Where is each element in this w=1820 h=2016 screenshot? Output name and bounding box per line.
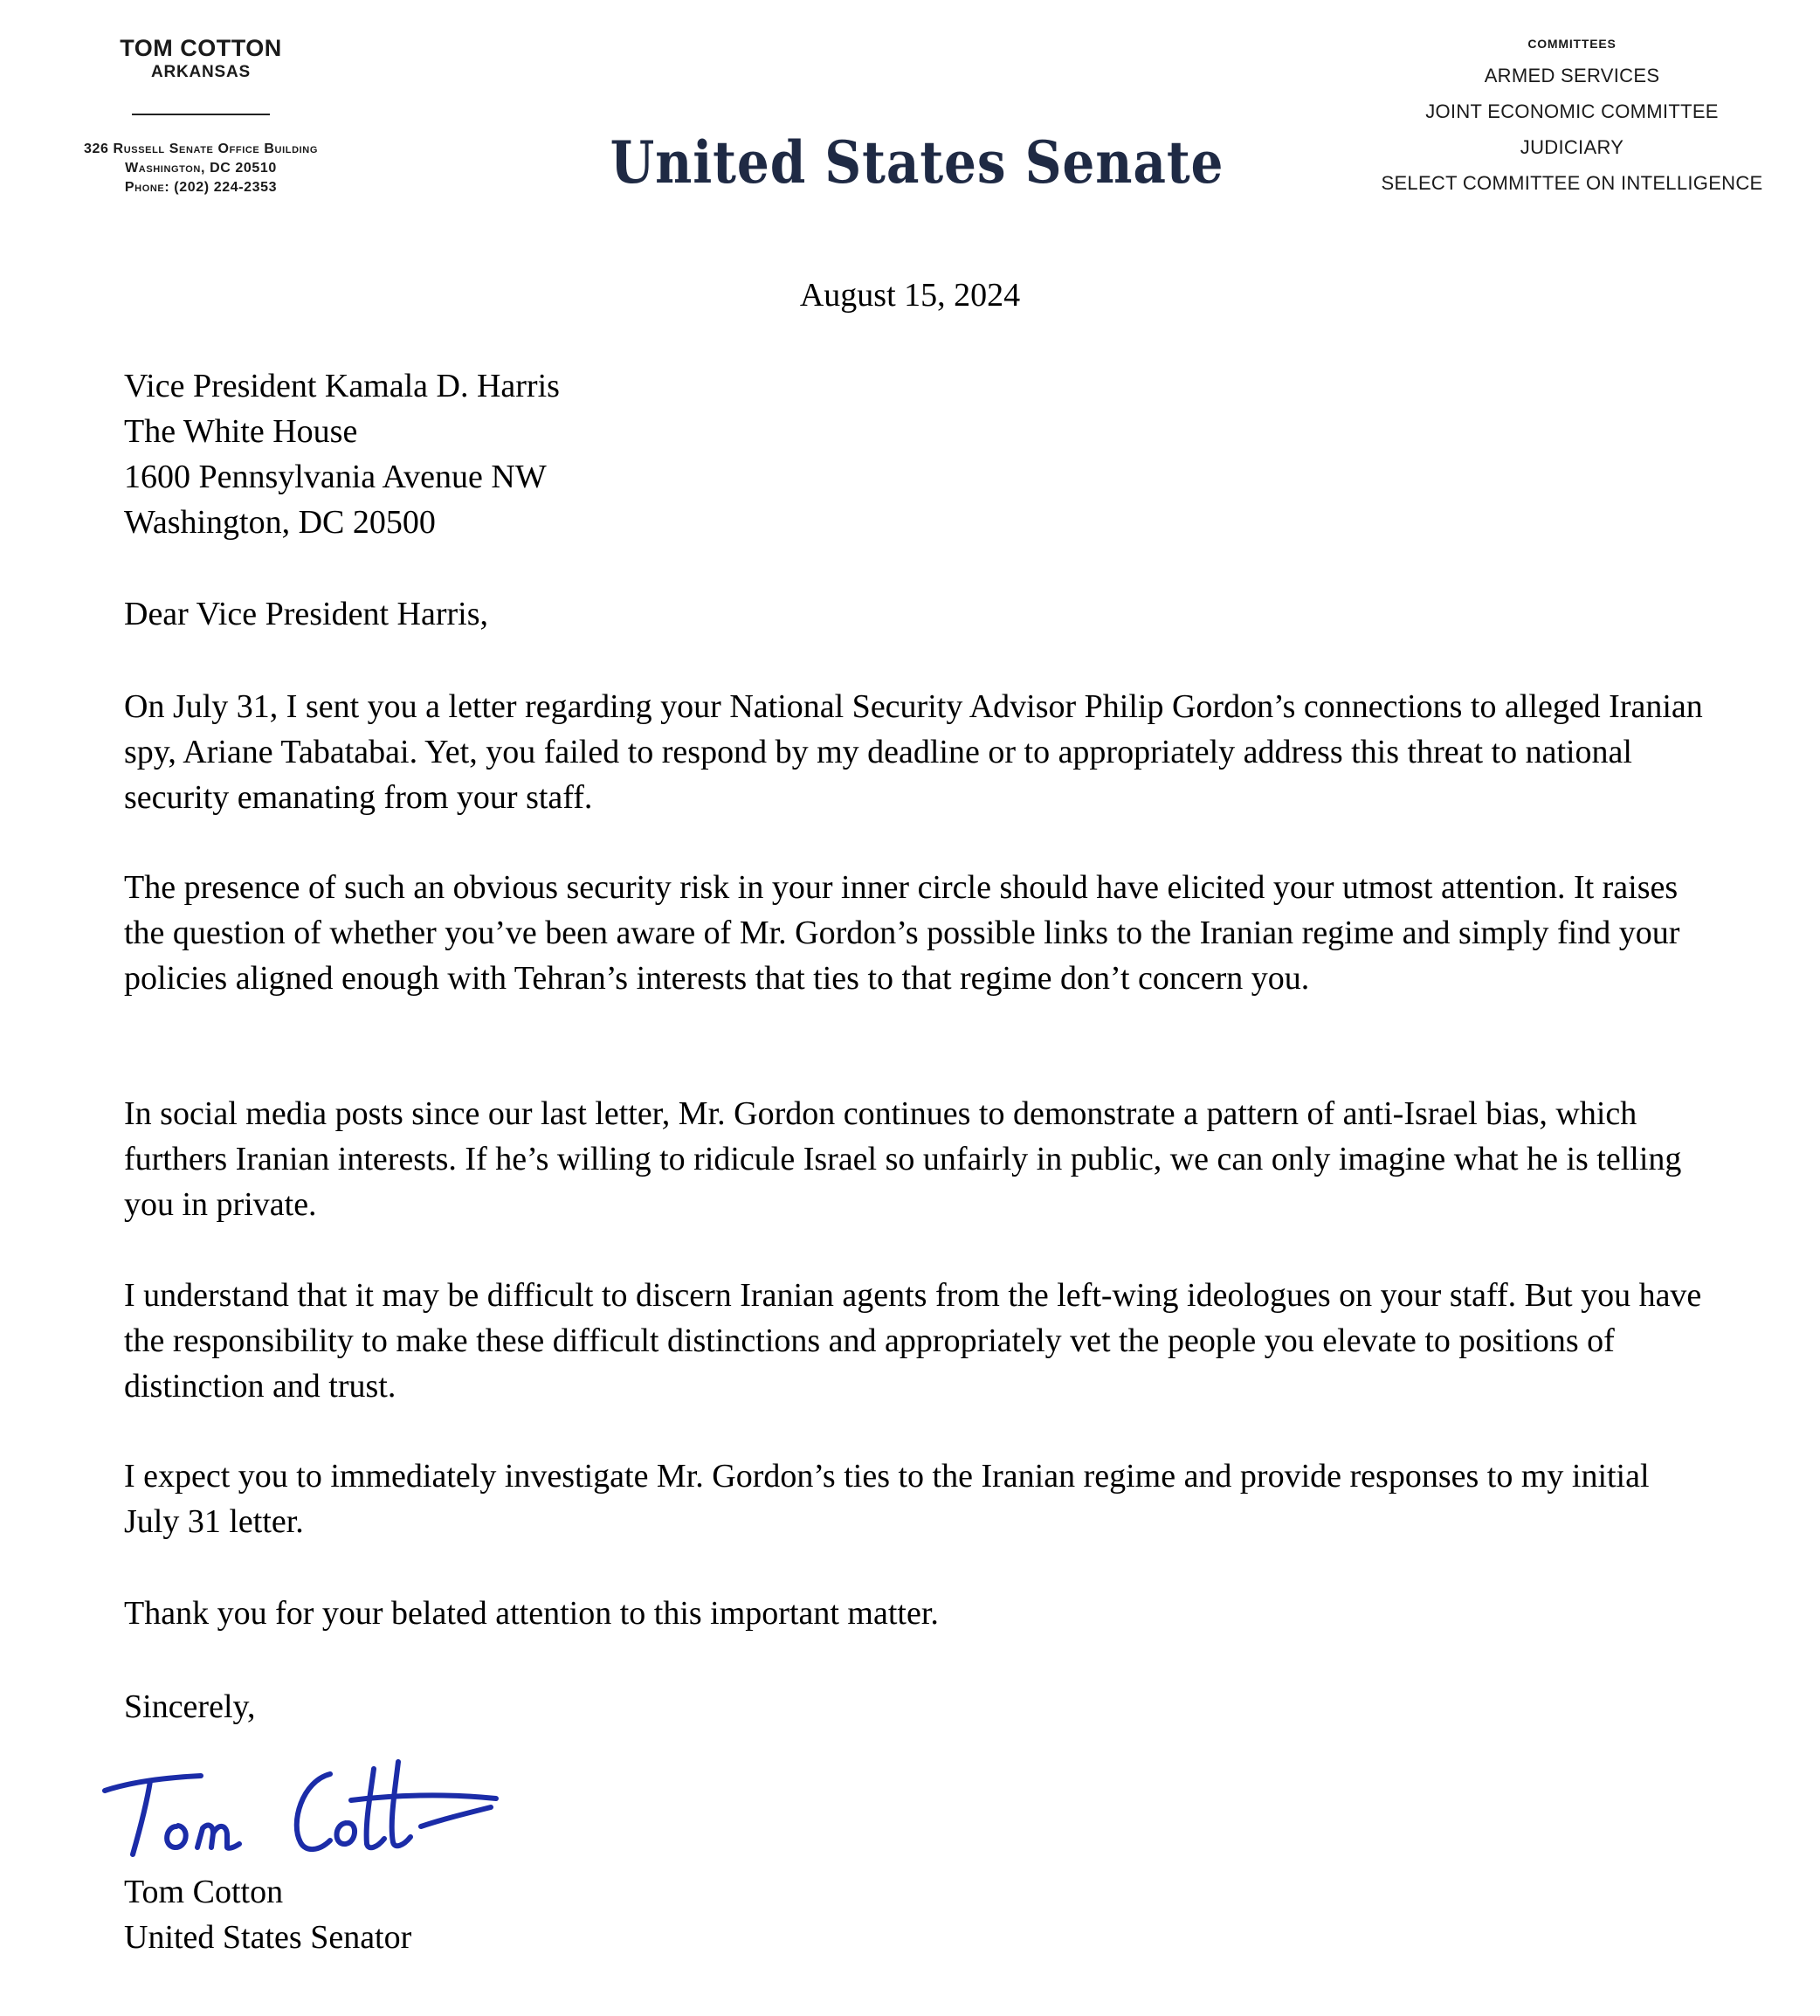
recipient-line: The White House — [124, 413, 358, 450]
committee-item: ARMED SERVICES — [1484, 65, 1660, 86]
committee-item: SELECT COMMITTEE ON INTELLIGENCE — [1381, 172, 1763, 194]
body-paragraph: In social media posts since our last letter, Mr. Gordon continues to demonstrate a pattern of anti-Israel bias, which furthers Iranian interests. If he’s willing to ridicule Israel so unfairly in public, we can only imagine what he is telling you in private. — [124, 1095, 1682, 1223]
office-address-line1: 326 Russell Senate Office Building — [84, 142, 318, 156]
signer-title: United States Senator — [124, 1919, 412, 1956]
recipient-address — [124, 363, 560, 545]
body-paragraph: I expect you to immediately investigate Mr. Gordon’s ties to the Iranian regime and provide responses to my initial July 31 letter. — [124, 1458, 1650, 1540]
letterhead-divider — [132, 114, 270, 115]
letterhead-sender-block — [26, 33, 376, 197]
body-paragraph: On July 31, I sent you a letter regarding your National Security Advisor Philip Gordon’s connections to alleged Iranian spy, Ariane Tabatabai. Yet, you failed to respond by my deadline or to appropriately address this threat to national security emanating from your staff. — [124, 688, 1703, 816]
signer-name: Tom Cotton — [124, 1874, 284, 1910]
senator-state: ARKANSAS — [150, 63, 252, 81]
committee-item: JUDICIARY — [1520, 136, 1624, 158]
salutation: Dear Vice President Harris, — [124, 596, 488, 632]
body-paragraph: The presence of such an obvious security risk in your inner circle should have elicited your utmost attention. It raises the question of whether you’ve been aware of Mr. Gordon’s possible links to the Iranian regime and simply find your policies aligned enough with Tehran’s interests that ties to that regime don’t concern you. — [124, 869, 1680, 997]
letter-date: August 15, 2024 — [799, 277, 1021, 314]
handwritten-signature — [96, 1743, 507, 1874]
recipient-line: Vice President Kamala D. Harris — [124, 368, 560, 404]
office-address-line2: Washington, DC 20510 — [125, 161, 277, 176]
body-paragraph: Thank you for your belated attention to this important matter. — [124, 1595, 939, 1632]
closing: Sincerely, — [124, 1688, 256, 1725]
signer-block — [124, 1869, 411, 1960]
recipient-line: Washington, DC 20500 — [124, 504, 436, 541]
office-phone: Phone: (202) 224-2353 — [124, 180, 278, 195]
chamber-title: United States Senate — [610, 128, 1224, 197]
committees-block — [1345, 35, 1799, 201]
recipient-line: 1600 Pennsylvania Avenue NW — [124, 459, 547, 495]
committee-item: JOINT ECONOMIC COMMITTEE — [1425, 100, 1719, 122]
committees-heading: COMMITTEES — [1527, 37, 1617, 51]
body-paragraph: I understand that it may be difficult to discern Iranian agents from the left-wing ideologues on your staff. But you have the responsibility to make these difficult distinctions and appropriately vet the people you elevate to positions of distinction and trust. — [124, 1277, 1702, 1405]
senator-name: TOM COTTON — [120, 35, 282, 61]
